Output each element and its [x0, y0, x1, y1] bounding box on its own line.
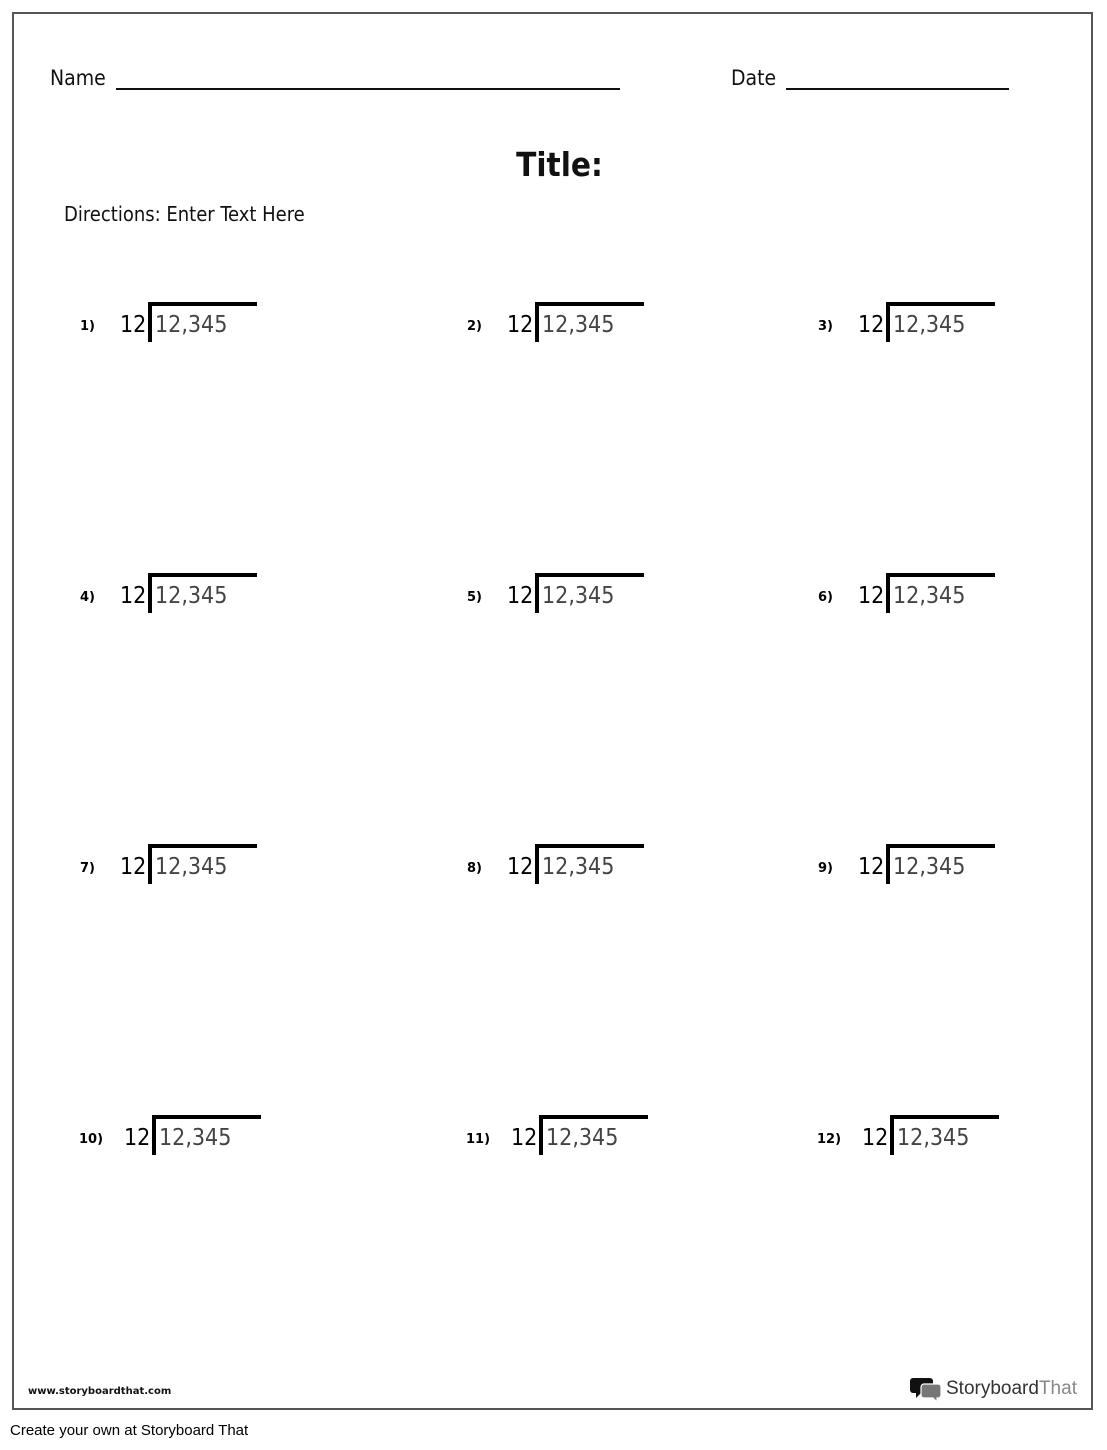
- problem-1: [80, 302, 340, 352]
- divisor: 12: [858, 583, 885, 609]
- dividend: 12,345: [155, 583, 228, 609]
- problem-9: [818, 844, 1078, 894]
- dividend: 12,345: [542, 854, 615, 880]
- storyboardthat-logo: [910, 1376, 1077, 1402]
- problem-number: 5): [467, 590, 482, 605]
- divisor: 12: [120, 583, 147, 609]
- problem-number: 7): [80, 861, 95, 876]
- divisor: 12: [507, 854, 534, 880]
- dividend: 12,345: [159, 1125, 232, 1151]
- logo-text-main: Storyboard: [946, 1378, 1039, 1399]
- problem-number: 12): [817, 1132, 842, 1147]
- problem-number: 9): [818, 861, 833, 876]
- create-your-own-link[interactable]: Create your own at Storyboard That: [10, 1422, 249, 1439]
- divisor: 12: [858, 312, 885, 338]
- worksheet-page: [12, 12, 1093, 1410]
- divisor: 12: [124, 1125, 151, 1151]
- logo-text: [946, 1378, 1077, 1400]
- divisor: 12: [511, 1125, 538, 1151]
- divisor: 12: [120, 854, 147, 880]
- problem-11: [466, 1115, 726, 1165]
- dividend: 12,345: [546, 1125, 619, 1151]
- page-title: Title:: [516, 145, 603, 184]
- dividend: 12,345: [893, 854, 966, 880]
- problem-number: 11): [466, 1132, 491, 1147]
- problem-2: [467, 302, 727, 352]
- dividend: 12,345: [155, 854, 228, 880]
- dividend: 12,345: [542, 583, 615, 609]
- problem-number: 4): [80, 590, 95, 605]
- date-label: Date: [731, 66, 777, 90]
- divisor: 12: [862, 1125, 889, 1151]
- problem-12: [817, 1115, 1077, 1165]
- problem-number: 8): [467, 861, 482, 876]
- divisor: 12: [507, 312, 534, 338]
- divisor: 12: [507, 583, 534, 609]
- problem-10: [79, 1115, 339, 1165]
- dividend: 12,345: [897, 1125, 970, 1151]
- problem-7: [80, 844, 340, 894]
- directions-text: Directions: Enter Text Here: [64, 202, 305, 226]
- problem-number: 10): [79, 1132, 104, 1147]
- problem-number: 2): [467, 319, 482, 334]
- problem-8: [467, 844, 727, 894]
- name-label: Name: [50, 66, 106, 90]
- problem-4: [80, 573, 340, 623]
- dividend: 12,345: [893, 312, 966, 338]
- divisor: 12: [120, 312, 147, 338]
- dividend: 12,345: [155, 312, 228, 338]
- date-line: [786, 88, 1009, 90]
- problem-number: 6): [818, 590, 833, 605]
- problem-5: [467, 573, 727, 623]
- footer-url: www.storyboardthat.com: [28, 1386, 172, 1397]
- speech-bubbles-icon: [910, 1376, 942, 1402]
- problem-number: 1): [80, 319, 95, 334]
- name-line: [116, 88, 620, 90]
- divisor: 12: [858, 854, 885, 880]
- problem-number: 3): [818, 319, 833, 334]
- logo-text-light: That: [1038, 1378, 1077, 1399]
- dividend: 12,345: [542, 312, 615, 338]
- problem-6: [818, 573, 1078, 623]
- problem-3: [818, 302, 1078, 352]
- dividend: 12,345: [893, 583, 966, 609]
